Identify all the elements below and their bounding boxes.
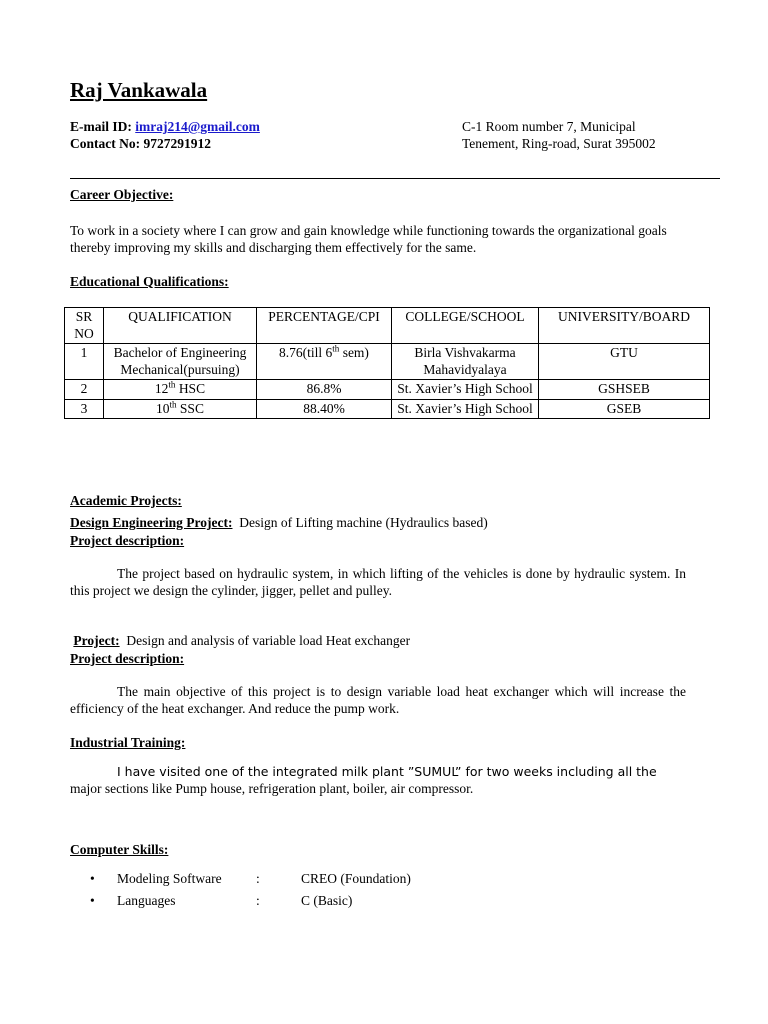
- project-2-desc: The main objective of this project is to design variable load heat exchanger which will increase the efficiency of the heat exchanger. And reduce the pump work.: [70, 684, 686, 716]
- project-2-desc-heading-block: [70, 650, 686, 667]
- contact-block: [70, 118, 712, 154]
- career-text-block: [70, 222, 692, 256]
- education-table-block: [70, 307, 716, 419]
- projects-heading: Academic Projects:: [70, 493, 182, 508]
- qualification-cell: Bachelor of Engineering Mechanical(pursuing): [104, 344, 257, 380]
- table-row: [65, 380, 710, 400]
- address-line-2: Tenement, Ring-road, Surat 395002: [462, 136, 656, 151]
- project-2-title: Design and analysis of variable load Heat exchanger: [119, 633, 411, 648]
- skill-value: C (Basic): [301, 893, 353, 908]
- email-line: [70, 118, 260, 135]
- project-2-desc-heading: Project description:: [70, 651, 185, 666]
- email-label: E-mail ID:: [70, 119, 136, 134]
- column-header: SR NO: [65, 308, 104, 344]
- board-cell: GSEB: [539, 399, 710, 419]
- project-1-desc-heading-block: [70, 532, 686, 549]
- project-2-title-line: [70, 632, 686, 649]
- project-1-title: Design of Lifting machine (Hydraulics based): [232, 515, 488, 530]
- table-row: [65, 344, 710, 380]
- address: [462, 118, 656, 152]
- email-link[interactable]: imraj214@gmail.com: [135, 119, 260, 134]
- college-cell: Birla Vishvakarma Mahavidyalaya: [392, 344, 539, 380]
- percentage-cell: 8.76(till 6th sem): [257, 344, 392, 380]
- skills-heading-block: [70, 841, 686, 858]
- project-2-desc-block: [70, 683, 686, 717]
- candidate-name: Raj Vankawala: [70, 78, 208, 102]
- list-item: [70, 870, 686, 892]
- college-cell: St. Xavier’s High School: [392, 399, 539, 419]
- college-cell: St. Xavier’s High School: [392, 380, 539, 400]
- column-header: PERCENTAGE/CPI: [257, 308, 392, 344]
- project-1-desc: The project based on hydraulic system, in which lifting of the vehicles is done by hydraulic system. In this project we design the cylinder, jigger, pellet and pulley.: [70, 566, 686, 598]
- projects-section: [70, 492, 686, 509]
- education-table: [64, 307, 710, 419]
- education-heading: Educational Qualifications:: [70, 274, 229, 289]
- training-text-line-1: I have visited one of the integrated milk plant ”SUMUL” for two weeks including all the: [117, 764, 657, 779]
- education-heading-block: [70, 273, 686, 290]
- training-text-line-2: major sections like Pump house, refrigeration plant, boiler, air compressor.: [70, 781, 474, 796]
- table-header-row: [65, 308, 710, 344]
- skill-colon: :: [256, 893, 260, 908]
- qualification-cell: 12th HSC: [104, 380, 257, 400]
- phone-line: [70, 135, 260, 152]
- career-heading: Career Objective:: [70, 187, 174, 202]
- list-item: [70, 892, 686, 914]
- address-line-1: C-1 Room number 7, Municipal: [462, 119, 636, 134]
- training-heading: Industrial Training:: [70, 735, 186, 750]
- skills-list: [70, 870, 686, 914]
- project-1-title-line: [70, 514, 686, 531]
- training-text-block: [70, 763, 686, 797]
- column-header: QUALIFICATION: [104, 308, 257, 344]
- board-cell: GTU: [539, 344, 710, 380]
- bullet-icon: •: [90, 871, 95, 886]
- phone-number: 9727291912: [143, 136, 211, 151]
- phone-label: Contact No:: [70, 136, 144, 151]
- project-2-label: Project:: [73, 633, 120, 648]
- project-1-desc-block: [70, 565, 686, 599]
- sr-cell: 1: [65, 344, 104, 380]
- project-1-desc-heading: Project description:: [70, 533, 185, 548]
- bullet-icon: •: [90, 893, 95, 908]
- training-heading-block: [70, 734, 686, 751]
- career-section: [70, 186, 686, 203]
- sr-cell: 2: [65, 380, 104, 400]
- skill-value: CREO (Foundation): [301, 871, 411, 886]
- skills-heading: Computer Skills:: [70, 842, 169, 857]
- sr-cell: 3: [65, 399, 104, 419]
- skill-name: Modeling Software: [117, 871, 222, 886]
- table-row: [65, 399, 710, 419]
- career-text: To work in a society where I can grow and gain knowledge while functioning towards the organizational goals thereby improving my skills and discharging them effectively for the same.: [70, 223, 667, 255]
- skill-colon: :: [256, 871, 260, 886]
- skills-list-block: [70, 870, 686, 914]
- column-header: COLLEGE/SCHOOL: [392, 308, 539, 344]
- resume-header: [70, 78, 712, 154]
- percentage-cell: 88.40%: [257, 399, 392, 419]
- column-header: UNIVERSITY/BOARD: [539, 308, 710, 344]
- qualification-cell: 10th SSC: [104, 399, 257, 419]
- contact-left: [70, 118, 260, 152]
- project-1-label: Design Engineering Project:: [70, 515, 233, 530]
- board-cell: GSHSEB: [539, 380, 710, 400]
- skill-name: Languages: [117, 893, 176, 908]
- percentage-cell: 86.8%: [257, 380, 392, 400]
- header-divider: [70, 178, 720, 179]
